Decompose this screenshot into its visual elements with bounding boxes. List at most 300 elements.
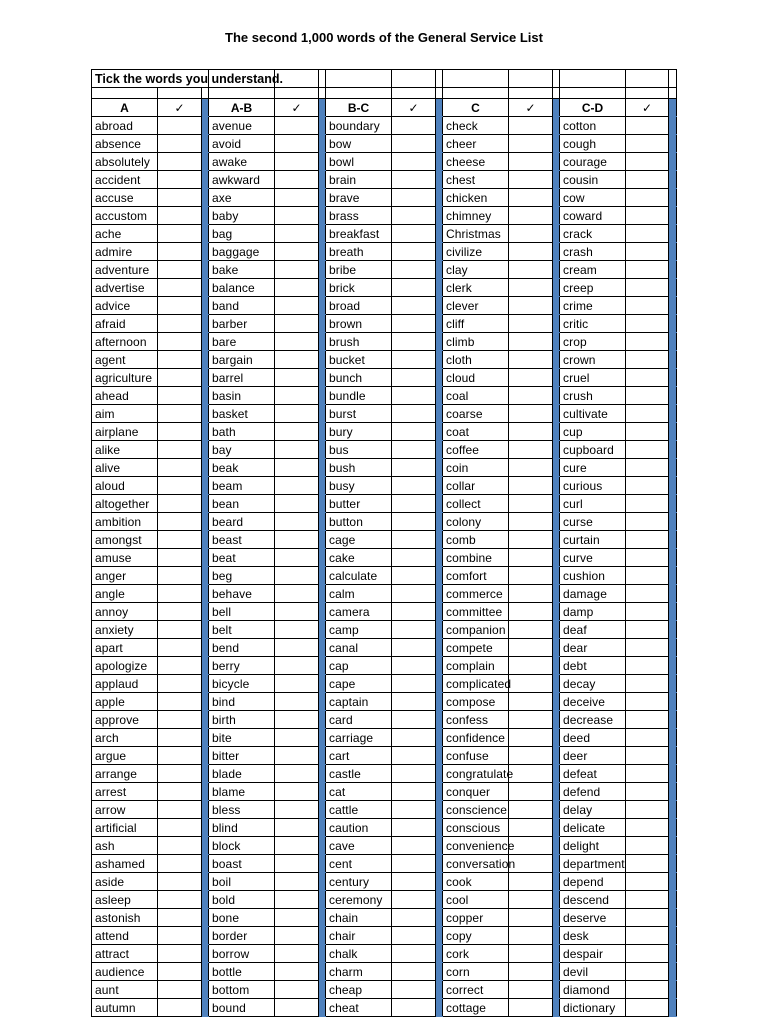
tick-box[interactable]	[275, 945, 319, 963]
column-separator	[669, 297, 677, 315]
tick-box[interactable]	[626, 675, 669, 693]
tick-box[interactable]	[509, 765, 553, 783]
column-separator	[202, 243, 209, 261]
word-cell: arrest	[92, 783, 158, 801]
tick-box[interactable]	[509, 567, 553, 585]
tick-box[interactable]	[509, 369, 553, 387]
tick-box[interactable]	[392, 477, 436, 495]
column-separator	[669, 423, 677, 441]
tick-box[interactable]	[158, 117, 202, 135]
tick-box[interactable]	[509, 711, 553, 729]
tick-box[interactable]	[275, 675, 319, 693]
tick-box[interactable]	[509, 999, 553, 1017]
tick-box[interactable]	[275, 927, 319, 945]
tick-box[interactable]	[275, 693, 319, 711]
tick-box[interactable]	[626, 423, 669, 441]
column-separator	[436, 117, 443, 135]
tick-box[interactable]	[158, 297, 202, 315]
tick-box[interactable]	[392, 135, 436, 153]
tick-box[interactable]	[392, 873, 436, 891]
tick-box[interactable]	[626, 387, 669, 405]
word-cell: birth	[209, 711, 275, 729]
tick-box[interactable]	[392, 459, 436, 477]
tick-box[interactable]	[275, 171, 319, 189]
tick-box[interactable]	[392, 261, 436, 279]
tick-box[interactable]	[509, 855, 553, 873]
tick-box[interactable]	[626, 171, 669, 189]
tick-box[interactable]	[158, 153, 202, 171]
tick-box[interactable]	[509, 621, 553, 639]
column-header-C-D: C-D	[560, 99, 626, 117]
word-cell: cool	[443, 891, 509, 909]
tick-box[interactable]	[392, 693, 436, 711]
tick-box[interactable]	[509, 909, 553, 927]
tick-box[interactable]	[275, 981, 319, 999]
tick-box[interactable]	[392, 495, 436, 513]
tick-box[interactable]	[509, 783, 553, 801]
tick-box[interactable]	[275, 837, 319, 855]
tick-box[interactable]	[392, 621, 436, 639]
tick-box[interactable]	[275, 999, 319, 1017]
tick-box[interactable]	[392, 405, 436, 423]
tick-box[interactable]	[158, 261, 202, 279]
word-cell: coffee	[443, 441, 509, 459]
tick-box[interactable]	[158, 945, 202, 963]
tick-box[interactable]	[626, 477, 669, 495]
tick-box[interactable]	[275, 513, 319, 531]
tick-box[interactable]	[275, 567, 319, 585]
tick-box[interactable]	[509, 873, 553, 891]
tick-box[interactable]	[509, 171, 553, 189]
tick-box[interactable]	[392, 423, 436, 441]
tick-box[interactable]	[275, 603, 319, 621]
tick-box[interactable]	[626, 819, 669, 837]
tick-box[interactable]	[275, 243, 319, 261]
tick-box[interactable]	[626, 153, 669, 171]
tick-box[interactable]	[626, 207, 669, 225]
tick-box[interactable]	[275, 855, 319, 873]
tick-box[interactable]	[509, 531, 553, 549]
tick-box[interactable]	[392, 279, 436, 297]
tick-box[interactable]	[626, 315, 669, 333]
column-separator	[202, 531, 209, 549]
tick-box[interactable]	[392, 783, 436, 801]
tick-box[interactable]	[275, 369, 319, 387]
word-row	[92, 873, 677, 891]
tick-box[interactable]	[392, 999, 436, 1017]
tick-box[interactable]	[275, 891, 319, 909]
tick-box[interactable]	[158, 243, 202, 261]
tick-box[interactable]	[509, 747, 553, 765]
tick-box[interactable]	[392, 243, 436, 261]
column-separator	[553, 99, 560, 117]
tick-box[interactable]	[626, 693, 669, 711]
tick-box[interactable]	[509, 513, 553, 531]
tick-box[interactable]	[275, 783, 319, 801]
tick-box[interactable]	[275, 585, 319, 603]
word-cell: angle	[92, 585, 158, 603]
tick-box[interactable]	[158, 981, 202, 999]
word-cell: cushion	[560, 567, 626, 585]
tick-box[interactable]	[626, 459, 669, 477]
tick-box[interactable]	[392, 513, 436, 531]
tick-box[interactable]	[509, 585, 553, 603]
tick-box[interactable]	[626, 801, 669, 819]
tick-box[interactable]	[275, 873, 319, 891]
column-separator	[436, 585, 443, 603]
tick-box[interactable]	[626, 963, 669, 981]
column-separator	[669, 801, 677, 819]
tick-box[interactable]	[392, 567, 436, 585]
tick-box[interactable]	[626, 603, 669, 621]
tick-box[interactable]	[275, 315, 319, 333]
tick-box[interactable]	[275, 441, 319, 459]
tick-box[interactable]	[626, 441, 669, 459]
tick-box[interactable]	[509, 423, 553, 441]
tick-box[interactable]	[158, 423, 202, 441]
tick-box[interactable]	[392, 945, 436, 963]
tick-box[interactable]	[158, 495, 202, 513]
tick-box[interactable]	[509, 189, 553, 207]
tick-box[interactable]	[626, 783, 669, 801]
tick-box[interactable]	[392, 675, 436, 693]
tick-box[interactable]	[275, 621, 319, 639]
tick-box[interactable]	[158, 927, 202, 945]
tick-box[interactable]	[275, 801, 319, 819]
column-separator	[436, 819, 443, 837]
column-separator	[669, 99, 677, 117]
word-row	[92, 549, 677, 567]
tick-box[interactable]	[509, 279, 553, 297]
tick-box[interactable]	[158, 369, 202, 387]
tick-box[interactable]	[626, 117, 669, 135]
column-separator	[669, 873, 677, 891]
tick-box[interactable]	[509, 153, 553, 171]
column-separator	[319, 639, 326, 657]
word-cell: astonish	[92, 909, 158, 927]
spacer-row	[92, 88, 677, 99]
tick-box[interactable]	[392, 153, 436, 171]
tick-box[interactable]	[509, 963, 553, 981]
tick-box[interactable]	[158, 765, 202, 783]
tick-box[interactable]	[158, 639, 202, 657]
tick-box[interactable]	[392, 531, 436, 549]
tick-box[interactable]	[158, 855, 202, 873]
tick-box[interactable]	[275, 189, 319, 207]
tick-box[interactable]	[275, 531, 319, 549]
tick-box[interactable]	[392, 549, 436, 567]
tick-box[interactable]	[626, 189, 669, 207]
tick-box[interactable]	[509, 837, 553, 855]
column-separator	[319, 963, 326, 981]
tick-box[interactable]	[275, 117, 319, 135]
column-separator	[553, 639, 560, 657]
tick-box[interactable]	[158, 603, 202, 621]
tick-box[interactable]	[275, 963, 319, 981]
tick-box[interactable]	[509, 549, 553, 567]
tick-box[interactable]	[392, 657, 436, 675]
word-cell: clay	[443, 261, 509, 279]
tick-box[interactable]	[275, 549, 319, 567]
tick-box[interactable]	[275, 405, 319, 423]
tick-box[interactable]	[158, 387, 202, 405]
tick-box[interactable]	[275, 657, 319, 675]
tick-box[interactable]	[275, 729, 319, 747]
tick-box[interactable]	[626, 891, 669, 909]
tick-box[interactable]	[392, 819, 436, 837]
tick-box[interactable]	[158, 549, 202, 567]
word-row	[92, 585, 677, 603]
column-separator	[319, 999, 326, 1017]
tick-box[interactable]	[509, 603, 553, 621]
tick-box[interactable]	[509, 477, 553, 495]
tick-box[interactable]	[275, 225, 319, 243]
tick-box[interactable]	[626, 279, 669, 297]
tick-box[interactable]	[275, 819, 319, 837]
tick-box[interactable]	[275, 747, 319, 765]
column-separator	[436, 423, 443, 441]
tick-box[interactable]	[392, 333, 436, 351]
tick-box[interactable]	[275, 765, 319, 783]
tick-box[interactable]	[392, 369, 436, 387]
tick-box[interactable]	[392, 207, 436, 225]
tick-box[interactable]	[275, 639, 319, 657]
tick-box[interactable]	[626, 639, 669, 657]
tick-box[interactable]	[626, 621, 669, 639]
tick-box[interactable]	[275, 351, 319, 369]
column-separator	[436, 855, 443, 873]
tick-box[interactable]	[509, 117, 553, 135]
tick-box[interactable]	[626, 297, 669, 315]
word-cell: bitter	[209, 747, 275, 765]
tick-box[interactable]	[392, 891, 436, 909]
tick-box[interactable]	[275, 207, 319, 225]
tick-box[interactable]	[392, 189, 436, 207]
tick-box[interactable]	[626, 981, 669, 999]
spacer-cell	[319, 88, 326, 99]
tick-box[interactable]	[509, 459, 553, 477]
tick-box[interactable]	[626, 765, 669, 783]
word-cell: cake	[326, 549, 392, 567]
tick-box[interactable]	[392, 225, 436, 243]
tick-box[interactable]	[509, 441, 553, 459]
tick-box[interactable]	[392, 603, 436, 621]
word-cell: accuse	[92, 189, 158, 207]
tick-box[interactable]	[158, 207, 202, 225]
column-separator	[669, 837, 677, 855]
tick-box[interactable]	[626, 225, 669, 243]
tick-box[interactable]	[626, 333, 669, 351]
tick-box[interactable]	[509, 225, 553, 243]
column-separator	[553, 783, 560, 801]
tick-box[interactable]	[392, 981, 436, 999]
tick-box[interactable]	[509, 405, 553, 423]
word-cell: agent	[92, 351, 158, 369]
column-separator	[669, 765, 677, 783]
tick-box[interactable]	[275, 477, 319, 495]
tick-box[interactable]	[275, 333, 319, 351]
tick-box[interactable]	[392, 927, 436, 945]
tick-box[interactable]	[275, 495, 319, 513]
tick-box[interactable]	[158, 819, 202, 837]
tick-box[interactable]	[158, 531, 202, 549]
column-separator	[553, 279, 560, 297]
tick-box[interactable]	[626, 873, 669, 891]
tick-box[interactable]	[509, 315, 553, 333]
tick-box[interactable]	[158, 315, 202, 333]
tick-box[interactable]	[509, 639, 553, 657]
tick-box[interactable]	[158, 711, 202, 729]
tick-box[interactable]	[158, 585, 202, 603]
tick-box[interactable]	[509, 945, 553, 963]
tick-box[interactable]	[392, 585, 436, 603]
tick-box[interactable]	[509, 387, 553, 405]
column-separator	[436, 783, 443, 801]
tick-box[interactable]	[275, 711, 319, 729]
tick-box[interactable]	[275, 459, 319, 477]
tick-box[interactable]	[275, 423, 319, 441]
tick-box[interactable]	[626, 369, 669, 387]
tick-box[interactable]	[158, 567, 202, 585]
tick-box[interactable]	[626, 531, 669, 549]
tick-box[interactable]	[158, 675, 202, 693]
tick-box[interactable]	[158, 171, 202, 189]
tick-box[interactable]	[275, 153, 319, 171]
tick-box[interactable]	[158, 351, 202, 369]
tick-box[interactable]	[158, 513, 202, 531]
tick-box[interactable]	[392, 729, 436, 747]
tick-box[interactable]	[275, 297, 319, 315]
tick-box[interactable]	[626, 405, 669, 423]
tick-box[interactable]	[626, 549, 669, 567]
tick-box[interactable]	[626, 927, 669, 945]
tick-box[interactable]	[626, 135, 669, 153]
tick-box[interactable]	[275, 387, 319, 405]
tick-box[interactable]	[392, 387, 436, 405]
tick-box[interactable]	[158, 783, 202, 801]
word-cell: bargain	[209, 351, 275, 369]
tick-box[interactable]	[626, 999, 669, 1017]
tick-box[interactable]	[158, 441, 202, 459]
tick-box[interactable]	[158, 963, 202, 981]
tick-box[interactable]	[158, 747, 202, 765]
tick-box[interactable]	[158, 837, 202, 855]
tick-box[interactable]	[626, 657, 669, 675]
tick-box[interactable]	[392, 963, 436, 981]
tick-box[interactable]	[509, 927, 553, 945]
word-row	[92, 963, 677, 981]
tick-box[interactable]	[392, 837, 436, 855]
tick-box[interactable]	[626, 513, 669, 531]
tick-box[interactable]	[158, 135, 202, 153]
tick-box[interactable]	[392, 711, 436, 729]
tick-box[interactable]	[158, 729, 202, 747]
tick-box[interactable]	[158, 873, 202, 891]
tick-box[interactable]	[392, 171, 436, 189]
tick-box[interactable]	[626, 747, 669, 765]
column-separator	[319, 117, 326, 135]
tick-box[interactable]	[509, 891, 553, 909]
tick-box[interactable]	[158, 657, 202, 675]
tick-box[interactable]	[509, 261, 553, 279]
word-cell: basin	[209, 387, 275, 405]
tick-box[interactable]	[392, 315, 436, 333]
tick-box[interactable]	[509, 657, 553, 675]
tick-box[interactable]	[626, 945, 669, 963]
tick-box[interactable]	[392, 747, 436, 765]
tick-box[interactable]	[509, 297, 553, 315]
tick-box[interactable]	[509, 135, 553, 153]
tick-box[interactable]	[158, 909, 202, 927]
tick-box[interactable]	[158, 801, 202, 819]
tick-box[interactable]	[275, 909, 319, 927]
tick-box[interactable]	[392, 801, 436, 819]
tick-box[interactable]	[158, 225, 202, 243]
tick-box[interactable]	[626, 567, 669, 585]
tick-box[interactable]	[626, 909, 669, 927]
tick-box[interactable]	[509, 801, 553, 819]
tick-box[interactable]	[392, 639, 436, 657]
tick-box[interactable]	[158, 891, 202, 909]
tick-box[interactable]	[509, 729, 553, 747]
tick-box[interactable]	[392, 909, 436, 927]
tick-box[interactable]	[392, 297, 436, 315]
tick-box[interactable]	[392, 351, 436, 369]
tick-box[interactable]	[392, 117, 436, 135]
tick-box[interactable]	[509, 981, 553, 999]
tick-box[interactable]	[158, 693, 202, 711]
tick-box[interactable]	[626, 855, 669, 873]
column-separator	[553, 333, 560, 351]
column-separator	[436, 531, 443, 549]
tick-box[interactable]	[509, 495, 553, 513]
tick-box[interactable]	[158, 405, 202, 423]
tick-box[interactable]	[626, 261, 669, 279]
tick-box[interactable]	[626, 585, 669, 603]
tick-box[interactable]	[509, 819, 553, 837]
tick-box[interactable]	[392, 441, 436, 459]
tick-box[interactable]	[158, 999, 202, 1017]
tick-box[interactable]	[626, 495, 669, 513]
tick-box[interactable]	[509, 333, 553, 351]
tick-box[interactable]	[626, 837, 669, 855]
tick-box[interactable]	[158, 459, 202, 477]
tick-box[interactable]	[509, 351, 553, 369]
word-cell: cape	[326, 675, 392, 693]
word-row	[92, 891, 677, 909]
tick-box[interactable]	[626, 243, 669, 261]
tick-box[interactable]	[626, 351, 669, 369]
tick-box[interactable]	[392, 855, 436, 873]
tick-box[interactable]	[275, 261, 319, 279]
tick-box[interactable]	[626, 729, 669, 747]
tick-box[interactable]	[509, 243, 553, 261]
tick-box[interactable]	[392, 765, 436, 783]
word-cell: apologize	[92, 657, 158, 675]
tick-box[interactable]	[509, 693, 553, 711]
tick-box[interactable]	[509, 207, 553, 225]
tick-box[interactable]	[509, 675, 553, 693]
tick-box[interactable]	[158, 189, 202, 207]
tick-box[interactable]	[275, 135, 319, 153]
tick-box[interactable]	[158, 333, 202, 351]
tick-box[interactable]	[158, 477, 202, 495]
column-separator	[669, 621, 677, 639]
tick-box[interactable]	[626, 711, 669, 729]
tick-box[interactable]	[158, 279, 202, 297]
tick-box[interactable]	[275, 279, 319, 297]
tick-box[interactable]	[158, 621, 202, 639]
